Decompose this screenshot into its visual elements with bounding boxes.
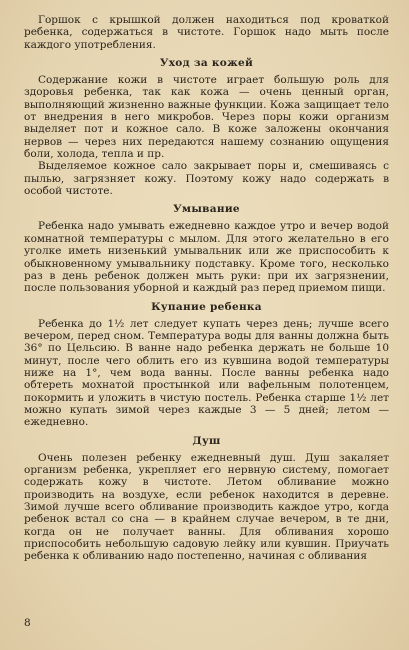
skin-care-paragraph-2: Выделяемое кожное сало закрывает поры и, смешиваясь с пылью, загрязняет кожу. Поэтому кожу надо содержать в особой чистоте.: [24, 160, 389, 198]
skin-care-paragraph-1: Содержание кожи в чистоте играет большую роль для здоровья ребенка, так как кожа — очень ценный орган, выполняющий жизненно важные функции. Кожа защищает тело от внедрения в него микробов. Через поры кожи организм выделяет пот и кожное сало. В коже заложены окончания нервов — через них передаются нашему сознанию ощущения боли, холода, тепла и пр.: [24, 74, 389, 161]
page-number: 8: [24, 617, 31, 629]
heading-bathing: Купание ребенка: [151, 300, 262, 313]
intro-paragraph: Горшок с крышкой должен находиться под кроваткой ребенка, содержаться в чистоте. Горшок надо мыть после каждого употребления.: [24, 14, 389, 51]
heading-shower: Душ: [192, 434, 221, 447]
shower-paragraph: Очень полезен ребенку ежедневный душ. Душ закаляет организм ребенка, укрепляет его нервную систему, помогает содержать кожу в чистоте. Летом обливание можно производить на воздухе, если ребенок находится в деревне. Зимой лучше всего обливание производить каждое утро, когда ребенок встал со сна — в крайнем случае вечером, в те дни, когда он не получает ванны. Для обливания хорошо приспособить небольшую садовую лейку или кувшин. Приучать ребенка к обливанию надо постепенно, начиная с обливания: [24, 451, 389, 563]
washing-paragraph: Ребенка надо умывать ежедневно каждое утро и вечер водой комнатной температуры с мылом. Для этого желательно в его уголке иметь низенький умывальник или же приспособить к обыкновенному умывальнику подставку. Кроме того, несколько раз в день ребенок должен мыть руки: при их загрязнении, после пользования уборной и каждый раз перед приемом пищи.: [24, 220, 389, 295]
heading-skin-care: Уход за кожей: [159, 57, 254, 70]
heading-washing: Умывание: [173, 203, 240, 216]
bathing-paragraph: Ребенка до 1½ лет следует купать через день; лучше всего вечером, перед сном. Температура воды для ванны должна быть 36° по Цельсию. В ванне надо ребенка держать не больше 10 минут, после чего облить его из кувшина водой температуры ниже на 1°, чем вода ванны. После ванны ребенка надо обтереть мохнатой простынкой или вафельным полотенцем, покормить и уложить в чистую постель. Ребенка старше 1½ лет можно купать зимой через каждые 3 — 5 дней; летом — ежедневно.: [24, 317, 389, 429]
